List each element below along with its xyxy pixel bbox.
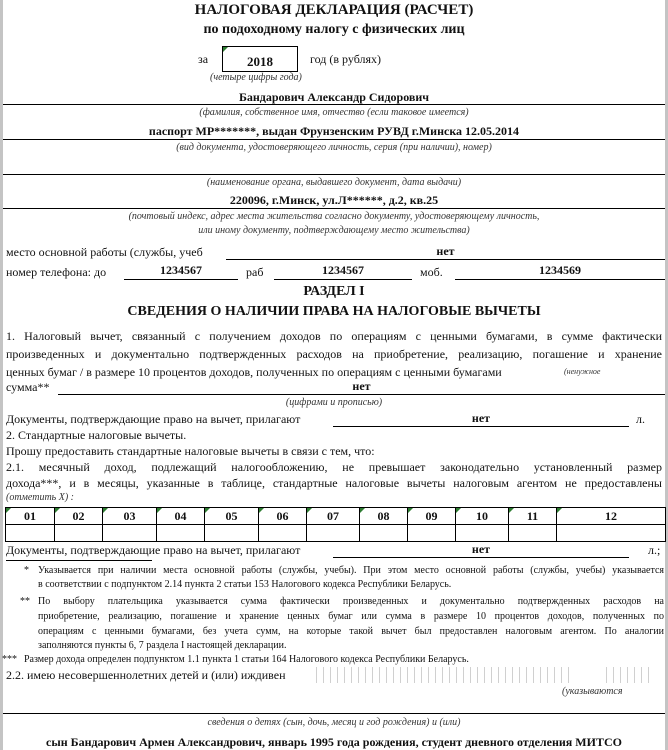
divider bbox=[3, 139, 665, 140]
issuer-hint: (наименование органа, выдавшего документ, дата выдачи) bbox=[206, 177, 462, 188]
month-header-02: 02 bbox=[55, 508, 103, 525]
divider bbox=[3, 104, 665, 105]
address[interactable]: 220096, г.Минск, ул.Л******, д.2, кв.25 bbox=[229, 193, 439, 207]
months-mark-row bbox=[6, 525, 666, 542]
year-suffix: год (в рублях) bbox=[310, 52, 382, 66]
month-mark-cell[interactable] bbox=[157, 525, 205, 542]
sum-label: сумма** bbox=[6, 380, 50, 394]
phone-mobile-label: моб. bbox=[420, 265, 443, 279]
year-prefix: за bbox=[198, 52, 209, 66]
cell-comment-marker-icon bbox=[205, 508, 210, 513]
cell-comment-marker-icon bbox=[408, 508, 413, 513]
month-header-01: 01 bbox=[6, 508, 55, 525]
month-header-03: 03 bbox=[103, 508, 157, 525]
docs2-field[interactable]: нет bbox=[333, 542, 629, 558]
cell-comment-marker-icon bbox=[259, 508, 264, 513]
children-info[interactable]: сын Бандарович Армен Александрович, январь 1995 года рождения, студент дневного отделения МИТСО bbox=[46, 735, 622, 749]
taxpayer-name[interactable]: Бандарович Александр Сидорович bbox=[238, 90, 430, 104]
section-title: СВЕДЕНИЯ О НАЛИЧИИ ПРАВА НА НАЛОГОВЫЕ ВЫЧЕТЫ bbox=[127, 304, 541, 319]
month-header-06: 06 bbox=[259, 508, 307, 525]
footnote-2-mark: ** bbox=[20, 596, 30, 607]
cell-comment-marker-icon bbox=[307, 508, 312, 513]
cell-comment-marker-icon bbox=[223, 47, 228, 52]
section-heading: РАЗДЕЛ I bbox=[303, 284, 365, 299]
months-header-row bbox=[6, 508, 666, 525]
docs2-label: Документы, подтверждающие право на вычет, прилагают bbox=[6, 543, 301, 557]
cell-comment-marker-icon bbox=[557, 508, 562, 513]
month-mark-cell[interactable] bbox=[557, 525, 666, 542]
month-header-09: 09 bbox=[408, 508, 456, 525]
cell-comment-marker-icon bbox=[360, 508, 365, 513]
month-mark-cell[interactable] bbox=[360, 525, 408, 542]
children-hint: сведения о детях (сын, дочь, месяц и год рождения) и (или) bbox=[207, 717, 461, 728]
phone-work-label: раб bbox=[246, 265, 264, 279]
footnote-3-line1: Размер дохода определен подпунктом 1.1 пункта 1 статьи 164 Налогового кодекса Республики Беларусь. bbox=[24, 654, 469, 665]
item21-hint: (отметить Х) : bbox=[6, 492, 75, 503]
divider bbox=[3, 208, 665, 209]
address-hint-1: (почтовый индекс, адрес места жительства согласно документу, удостоверяющему личность, bbox=[128, 211, 540, 222]
cell-comment-marker-icon bbox=[456, 508, 461, 513]
month-mark-cell[interactable] bbox=[408, 525, 456, 542]
footnote-2-line4: заполняются пункты 6, 7 раздела I настоящей декларации. bbox=[38, 640, 287, 651]
month-mark-cell[interactable] bbox=[307, 525, 360, 542]
month-header-08: 08 bbox=[360, 508, 408, 525]
phone-home-field[interactable]: 1234567 bbox=[124, 263, 238, 280]
cell-comment-marker-icon bbox=[509, 508, 514, 513]
item1-line2: произведенных и документально подтвержденных расходов на приобретение, реализацию, погашение и хранение bbox=[6, 347, 662, 361]
id-document[interactable]: паспорт МР*******, выдан Фрунзенским РУВД г.Минска 12.05.2014 bbox=[148, 124, 520, 138]
year-value: 2018 bbox=[247, 54, 273, 69]
overflow-hatch bbox=[600, 667, 650, 683]
divider bbox=[3, 174, 665, 175]
docs-suffix: л. bbox=[636, 412, 645, 426]
cell-comment-marker-icon bbox=[157, 508, 162, 513]
month-mark-cell[interactable] bbox=[103, 525, 157, 542]
month-header-11: 11 bbox=[509, 508, 557, 525]
docs-label: Документы, подтверждающие право на вычет, прилагают bbox=[6, 412, 301, 426]
docs-field[interactable]: нет bbox=[333, 411, 629, 427]
item22-label: 2.2. имею несовершеннолетних детей и (или) иждивен bbox=[6, 668, 286, 682]
month-header-12: 12 bbox=[557, 508, 666, 525]
overflow-hatch bbox=[310, 667, 572, 683]
footnote-1-mark: * bbox=[24, 565, 29, 576]
item1-line3-hint: (ненужное bbox=[564, 367, 601, 376]
taxpayer-name-hint: (фамилия, собственное имя, отчество (если таковое имеется) bbox=[199, 107, 469, 118]
month-header-04: 04 bbox=[157, 508, 205, 525]
sum-field[interactable]: нет bbox=[58, 379, 665, 395]
item21-line1: 2.1. месячный доход, подлежащий налогообложению, не превышает законодательно установленный размер bbox=[6, 460, 662, 474]
month-mark-cell[interactable] bbox=[259, 525, 307, 542]
item21-line2: дохода***, и в месяцы, указанные в таблице, стандартные налоговые вычеты налоговым агентом не предоставлены bbox=[6, 476, 662, 490]
sum-hint: (цифрами и прописью) bbox=[285, 397, 383, 408]
footnote-1-line1: Указывается при наличии места основной работы (службы, учебы). При этом место основной работы (службы, учебы) указывается bbox=[38, 565, 664, 576]
item1-line3: ценных бумаг / в размере 10 процентов доходов, полученных по операциям с ценными бумагами bbox=[6, 365, 502, 379]
phone-work-field[interactable]: 1234567 bbox=[274, 263, 412, 280]
declaration-title: НАЛОГОВАЯ ДЕКЛАРАЦИЯ (РАСЧЕТ) bbox=[194, 2, 474, 18]
month-mark-cell[interactable] bbox=[509, 525, 557, 542]
month-mark-cell[interactable] bbox=[456, 525, 509, 542]
month-header-05: 05 bbox=[205, 508, 259, 525]
item1-line1: 1. Налоговый вычет, связанный с получением доходов по операциям с ценными бумагами, в сумме фактически bbox=[6, 329, 662, 343]
item22-hint: (указываются bbox=[562, 686, 623, 697]
workplace-field[interactable]: нет bbox=[226, 244, 665, 260]
phone-mobile-field[interactable]: 1234569 bbox=[455, 263, 665, 280]
year-hint: (четыре цифры года) bbox=[210, 72, 302, 83]
month-header-07: 07 bbox=[307, 508, 360, 525]
footnote-1-line2: в соответствии с подпунктом 2.14 пункта 2 статьи 153 Налогового кодекса Республики Беларусь. bbox=[38, 579, 452, 590]
workplace-label: место основной работы (службы, учеб bbox=[6, 245, 203, 259]
footnote-2-line3: операциям с ценными бумагами, без учета сумм, на которые такой вычет был предоставлен налоговым агентом. По аналогии bbox=[38, 626, 664, 637]
footnote-separator bbox=[6, 560, 152, 561]
month-mark-cell[interactable] bbox=[6, 525, 55, 542]
phone-label: номер телефона: до bbox=[6, 265, 107, 279]
cell-comment-marker-icon bbox=[6, 508, 11, 513]
footnote-2-line1: По выбору плательщика указывается сумма фактически произведенных и документально подтвержденных расходов на bbox=[38, 596, 664, 607]
docs2-suffix: л.; bbox=[648, 543, 661, 557]
item2-request: Прошу предоставить стандартные налоговые вычеты в связи с тем, что: bbox=[6, 444, 375, 458]
address-hint-2: или иному документу, подтверждающему место жительства) bbox=[198, 225, 470, 236]
footnote-2-line2: приобретение, реализацию, погашение и хранение ценных бумаг или сумма в размере 10 процентов доходов, полученных по bbox=[38, 611, 664, 622]
divider bbox=[3, 713, 665, 714]
footnote-3-mark: *** bbox=[2, 654, 17, 665]
months-table bbox=[5, 507, 666, 542]
cell-comment-marker-icon bbox=[103, 508, 108, 513]
month-mark-cell[interactable] bbox=[205, 525, 259, 542]
month-mark-cell[interactable] bbox=[55, 525, 103, 542]
item2-title: 2. Стандартные налоговые вычеты. bbox=[6, 428, 187, 442]
cell-comment-marker-icon bbox=[55, 508, 60, 513]
id-document-hint: (вид документа, удостоверяющего личность, серия (при наличии), номер) bbox=[176, 142, 492, 153]
year-input[interactable] bbox=[222, 46, 298, 72]
month-header-10: 10 bbox=[456, 508, 509, 525]
declaration-subtitle: по подоходному налогу с физических лиц bbox=[203, 22, 465, 37]
